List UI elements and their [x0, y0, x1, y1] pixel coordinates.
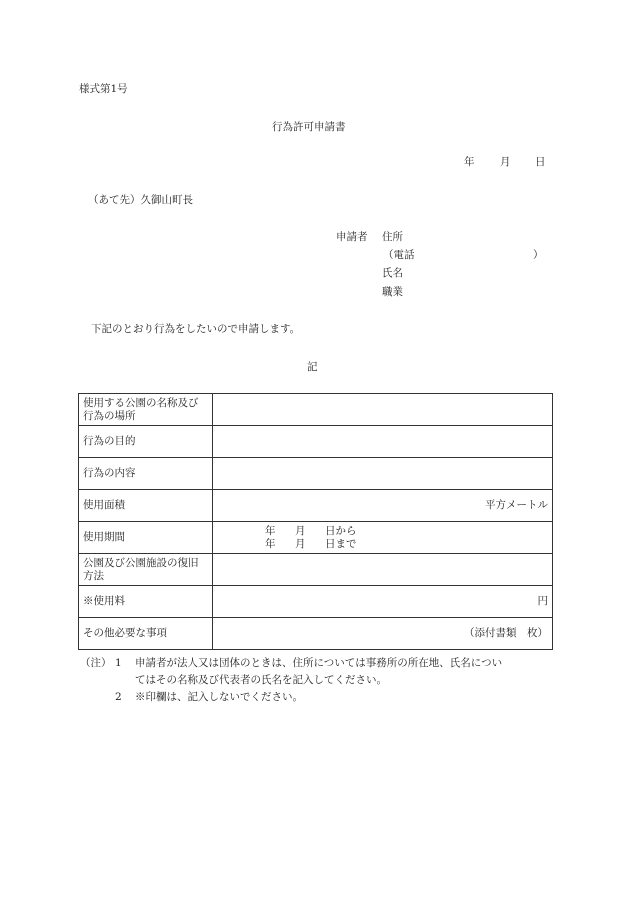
date-day: 日: [535, 156, 546, 168]
restoration-field: [213, 554, 553, 586]
note-1-line-2: てはその名称及び代表者の氏名を記入してください。: [135, 674, 387, 686]
note-2-text: ※印欄は、記入しないでください。: [135, 691, 303, 703]
note-1-line-1: 申請者が法人又は団体のときは、住所については事務所の所在地、氏名につい: [135, 657, 503, 669]
table-row: [79, 554, 553, 586]
intro-text: 下記のとおり行為をしたいので申請します。: [91, 323, 301, 335]
addressee: （あて先）久御山町長: [88, 194, 193, 206]
purpose-field: [213, 426, 553, 458]
other-label: その他必要な事項: [79, 618, 213, 650]
fee-label: ※使用料: [79, 586, 213, 618]
table-row: [79, 618, 553, 650]
fee-unit: 円: [537, 595, 548, 607]
area-label: 使用面積: [79, 490, 213, 522]
period-from-year: 年: [265, 524, 276, 537]
park-name-place-field: [213, 394, 553, 426]
date-month: 月: [500, 156, 511, 168]
table-row: [79, 522, 553, 554]
area-field: [213, 490, 553, 522]
table-row: [79, 490, 553, 522]
applicant-occupation-label: 職業: [382, 286, 403, 298]
ki-heading: 記: [307, 361, 318, 373]
period-to-year: 年: [265, 537, 276, 550]
park-name-place-label: 使用する公園の名称及び行為の場所: [79, 394, 213, 426]
applicant-address-label: 住所: [382, 231, 403, 243]
period-from-day: 日から: [325, 524, 357, 537]
content-field: [213, 458, 553, 490]
period-from-line: [217, 525, 548, 538]
attachments-count: （添付書類 枚）: [464, 627, 548, 639]
application-table: [78, 393, 553, 650]
applicant-phone-open: （電話: [383, 249, 415, 261]
applicant-phone-close: ）: [533, 249, 544, 261]
restoration-label: 公園及び公園施設の復旧方法: [79, 554, 213, 586]
table-row: [79, 586, 553, 618]
fee-field: [213, 586, 553, 618]
period-from-month: 月: [295, 524, 306, 537]
period-to-month: 月: [295, 537, 306, 550]
period-to-day: 日まで: [325, 537, 357, 550]
table-row: [79, 458, 553, 490]
applicant-name-label: 氏名: [382, 267, 403, 279]
notes-label: （注）: [80, 657, 112, 669]
applicant-label: 申請者: [336, 231, 368, 243]
form-number: 様式第1号: [79, 83, 128, 95]
note-2: [80, 689, 502, 706]
period-label: 使用期間: [79, 522, 213, 554]
note-1-continued: [80, 672, 502, 689]
table-row: [79, 394, 553, 426]
period-to-line: [217, 538, 548, 551]
note-1-number: 1: [115, 657, 122, 669]
period-field: [213, 522, 553, 554]
note-1: [80, 655, 502, 672]
other-field: [213, 618, 553, 650]
purpose-label: 行為の目的: [79, 426, 213, 458]
date-year: 年: [464, 156, 475, 168]
note-2-number: 2: [115, 691, 122, 703]
content-label: 行為の内容: [79, 458, 213, 490]
table-row: [79, 426, 553, 458]
area-unit: 平方メートル: [485, 499, 548, 511]
document-title: 行為許可申請書: [272, 121, 346, 133]
notes: [80, 655, 502, 706]
